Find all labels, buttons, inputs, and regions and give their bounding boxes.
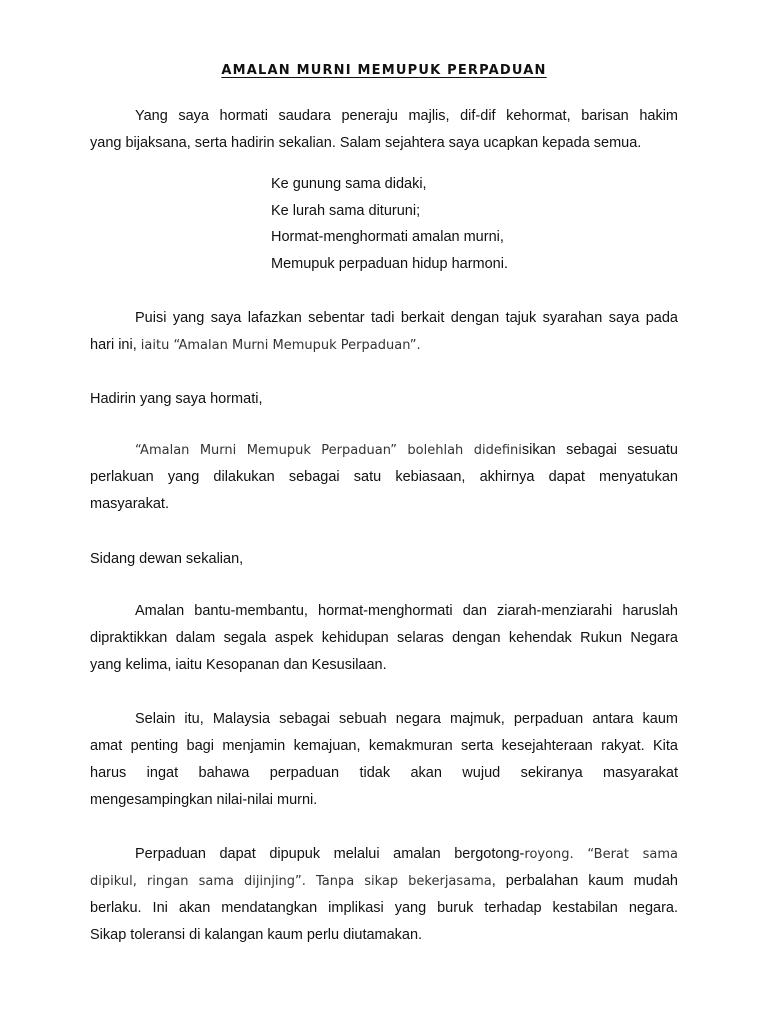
text-run: Perpaduan dapat dipupuk melalui amalan bergotong- xyxy=(135,846,525,862)
text-run-topic: “Amalan Murni Memupuk Perpaduan” bolehlah didefini xyxy=(135,443,522,458)
paragraph-line: mengesampingkan nilai-nilai murni. xyxy=(90,792,318,808)
paragraph-line xyxy=(90,841,678,868)
paragraph-line: yang kelima, iaitu Kesopanan dan Kesusilaan. xyxy=(90,657,387,673)
paragraph-line: Selain itu, Malaysia sebagai sebuah negara majmuk, perpaduan antara kaum xyxy=(135,711,678,727)
text-run: sikan sebagai sesuatu xyxy=(521,442,678,458)
greeting-sidang-dewan xyxy=(90,546,678,573)
verse-line: Ke gunung sama didaki, xyxy=(271,176,427,192)
greeting-line: Hadirin yang saya hormati, xyxy=(90,391,263,407)
verse-line: Ke lurah sama dituruni; xyxy=(271,202,421,219)
paragraph-line: amat penting bagi menjamin kemajuan, kemakmuran serta kesejahteraan rakyat. Kita xyxy=(90,738,678,754)
paragraph-line: Sikap toleransi di kalangan kaum perlu diutamakan. xyxy=(90,927,423,943)
paragraph-line: Amalan bantu-membantu, hormat-menghormati dan ziarah-menziarahi haruslah xyxy=(135,603,678,619)
verse-line: Hormat-menghormati amalan murni, xyxy=(271,229,504,245)
paragraph-line: masyarakat. xyxy=(90,496,169,512)
paragraph-line: dipraktikkan dalam segala aspek kehidupan selaras dengan kehendak Rukun Negara xyxy=(90,630,678,646)
document-title: AMALAN MURNI MEMUPUK PERPADUAN xyxy=(221,63,547,78)
paragraph-opening xyxy=(90,103,678,157)
text-run: , perbalahan kaum mudah xyxy=(491,873,678,889)
paragraph-line: berlaku. Ini akan mendatangkan implikasi yang buruk terhadap kestabilan negara. xyxy=(90,900,678,916)
paragraph-practices xyxy=(90,598,678,679)
text-run-quote: dipikul, ringan sama dijinjing”. Tanpa sikap bekerjasama xyxy=(90,874,492,889)
verse-line: Memupuk perpaduan hidup harmoni. xyxy=(271,255,508,272)
paragraph-line: harus ingat bahawa perpaduan tidak akan wujud sekiranya masyarakat xyxy=(90,765,678,781)
text-run: hari ini, xyxy=(90,337,141,353)
paragraph-line: perlakuan yang dilakukan sebagai satu kebiasaan, akhirnya dapat menyatukan xyxy=(90,469,678,485)
text-run-quote: royong. “Berat sama xyxy=(524,847,678,862)
paragraph-gotong-royong xyxy=(90,841,678,949)
paragraph-line: Puisi yang saya lafazkan sebentar tadi berkait dengan tajuk syarahan saya pada xyxy=(135,310,678,326)
paragraph-line xyxy=(90,437,678,464)
paragraph-line xyxy=(90,868,678,895)
paragraph-line: Yang saya hormati saudara peneraju majlis, dif-dif kehormat, barisan hakim xyxy=(135,108,678,124)
greeting-hadirin xyxy=(90,386,678,413)
verse-pantun xyxy=(271,171,508,277)
paragraph-line xyxy=(90,332,678,359)
text-run-topic: iaitu “Amalan Murni Memupuk Perpaduan”. xyxy=(140,338,421,353)
paragraph-line: yang bijaksana, serta hadirin sekalian. Salam sejahtera saya ucapkan kepada semua. xyxy=(90,135,642,151)
paragraph-malaysia-unity xyxy=(90,706,678,814)
paragraph-poem-reference xyxy=(90,305,678,359)
paragraph-definition xyxy=(90,437,678,518)
greeting-line: Sidang dewan sekalian, xyxy=(90,551,244,567)
